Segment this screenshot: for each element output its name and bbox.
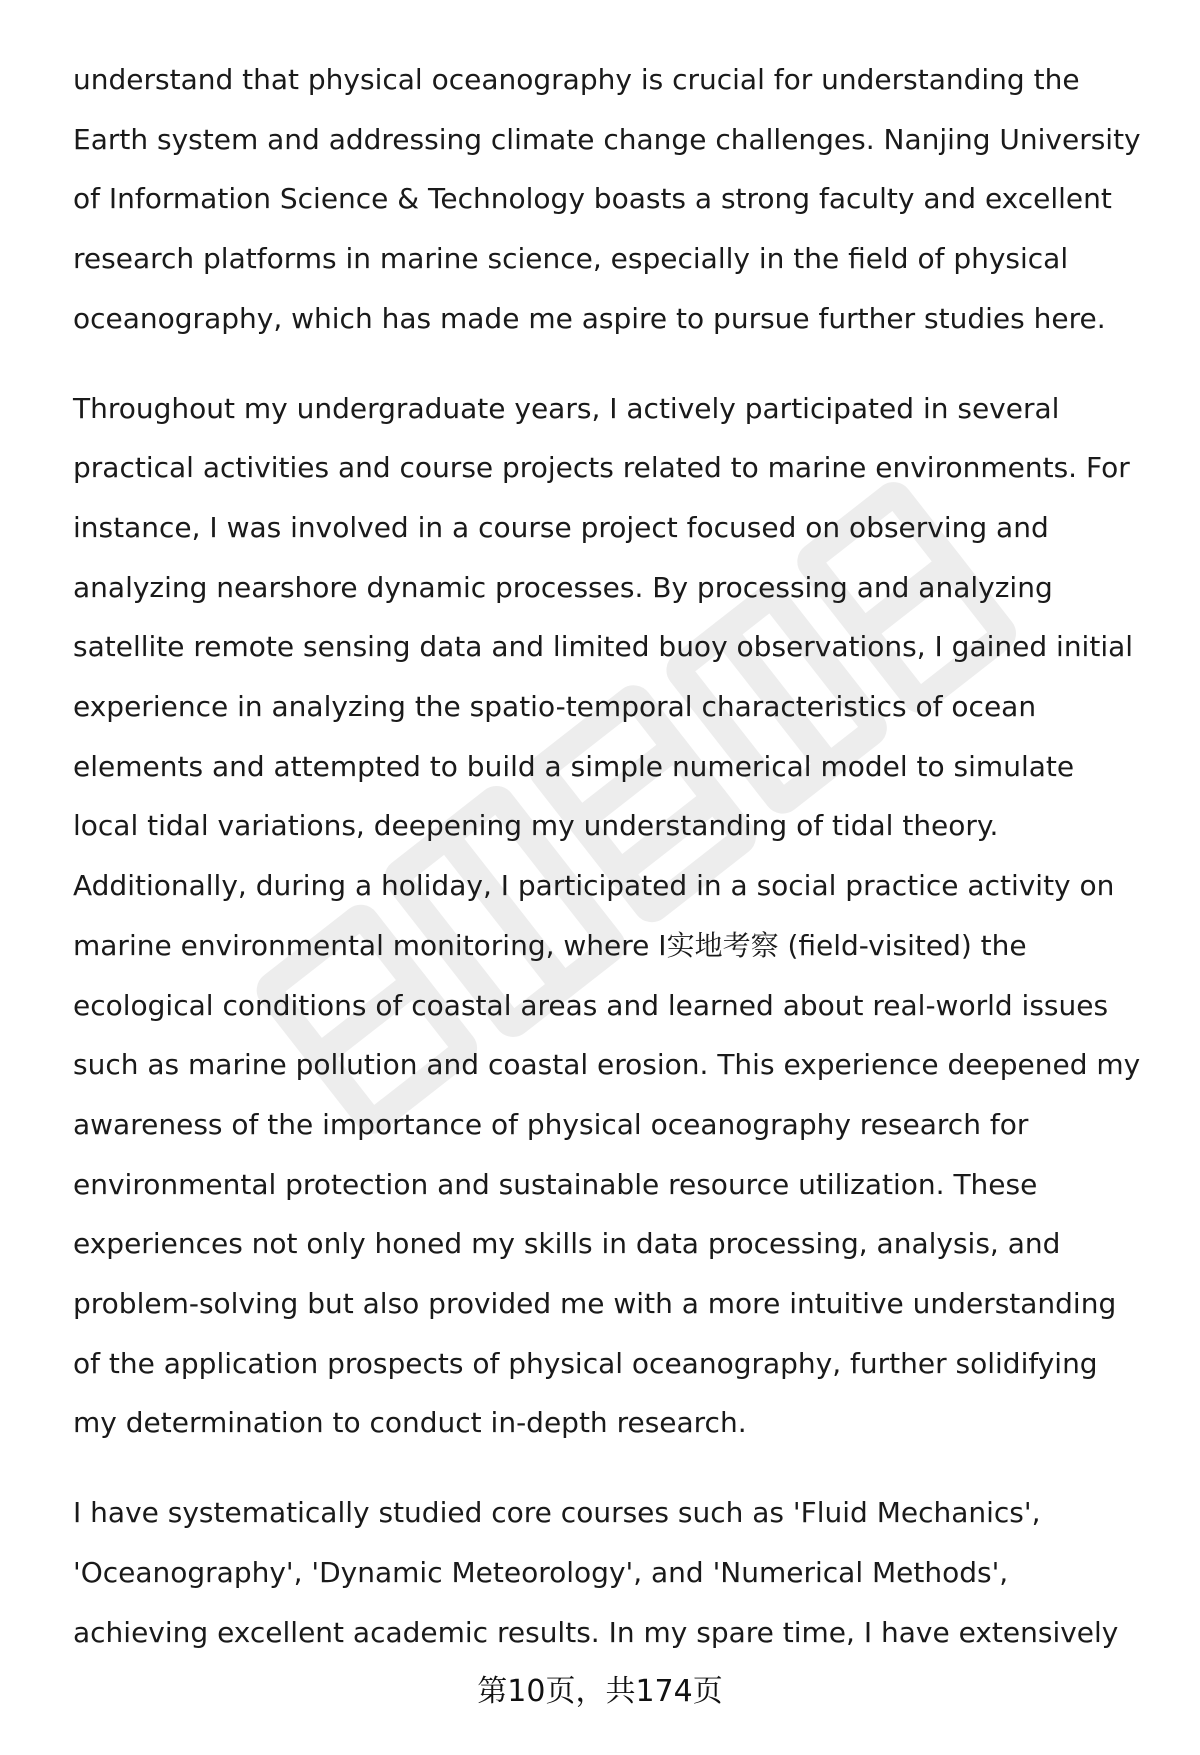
text-line: analyzing nearshore dynamic processes. By processing and analyzing	[73, 570, 1053, 604]
text-line: research platforms in marine science, especially in the field of physical	[73, 242, 1069, 276]
text-line: marine environmental monitoring, where I实地考察 (field-visited) the	[73, 928, 1027, 962]
text-line: oceanography, which has made me aspire to pursue further studies here.	[73, 301, 1106, 335]
text-line: elements and attempted to build a simple numerical model to simulate	[73, 749, 1075, 783]
text-line: of Information Science & Technology boasts a strong faculty and excellent	[73, 182, 1112, 216]
text-line: environmental protection and sustainable resource utilization. These	[73, 1167, 1038, 1201]
text-line: experience in analyzing the spatio-temporal characteristics of ocean	[73, 690, 1037, 724]
text-line: achieving excellent academic results. In my spare time, I have extensively	[73, 1615, 1119, 1649]
text-line: such as marine pollution and coastal erosion. This experience deepened my	[73, 1048, 1141, 1082]
text-line: my determination to conduct in-depth research.	[73, 1406, 747, 1440]
text-line: satellite remote sensing data and limited buoy observations, I gained initial	[73, 630, 1134, 664]
page-number-footer: 第10页，共174页	[477, 1674, 723, 1709]
text-line: Throughout my undergraduate years, I actively participated in several	[73, 391, 1060, 425]
text-line: Earth system and addressing climate change challenges. Nanjing University	[73, 122, 1141, 156]
paragraph-3	[73, 1483, 1158, 1662]
text-line: awareness of the importance of physical oceanography research for	[73, 1107, 1029, 1141]
text-line: understand that physical oceanography is crucial for understanding the	[73, 63, 1080, 96]
paragraph-2	[73, 379, 1158, 1454]
text-line: local tidal variations, deepening my understanding of tidal theory.	[73, 809, 999, 843]
text-line: Additionally, during a holiday, I participated in a social practice activity on	[73, 869, 1115, 903]
text-line: of the application prospects of physical oceanography, further solidifying	[73, 1346, 1098, 1380]
document-body	[73, 50, 1158, 1692]
text-line: ecological conditions of coastal areas and learned about real-world issues	[73, 988, 1109, 1022]
text-line: practical activities and course projects related to marine environments. For	[73, 451, 1130, 485]
text-line: experiences not only honed my skills in data processing, analysis, and	[73, 1227, 1061, 1261]
text-line: instance, I was involved in a course project focused on observing and	[73, 510, 1049, 544]
text-line: problem-solving but also provided me with a more intuitive understanding	[73, 1287, 1117, 1321]
text-line: I have systematically studied core courses such as 'Fluid Mechanics',	[73, 1496, 1041, 1530]
text-line: 'Oceanography', 'Dynamic Meteorology', and 'Numerical Methods',	[73, 1555, 1009, 1589]
paragraph-1	[73, 50, 1158, 349]
